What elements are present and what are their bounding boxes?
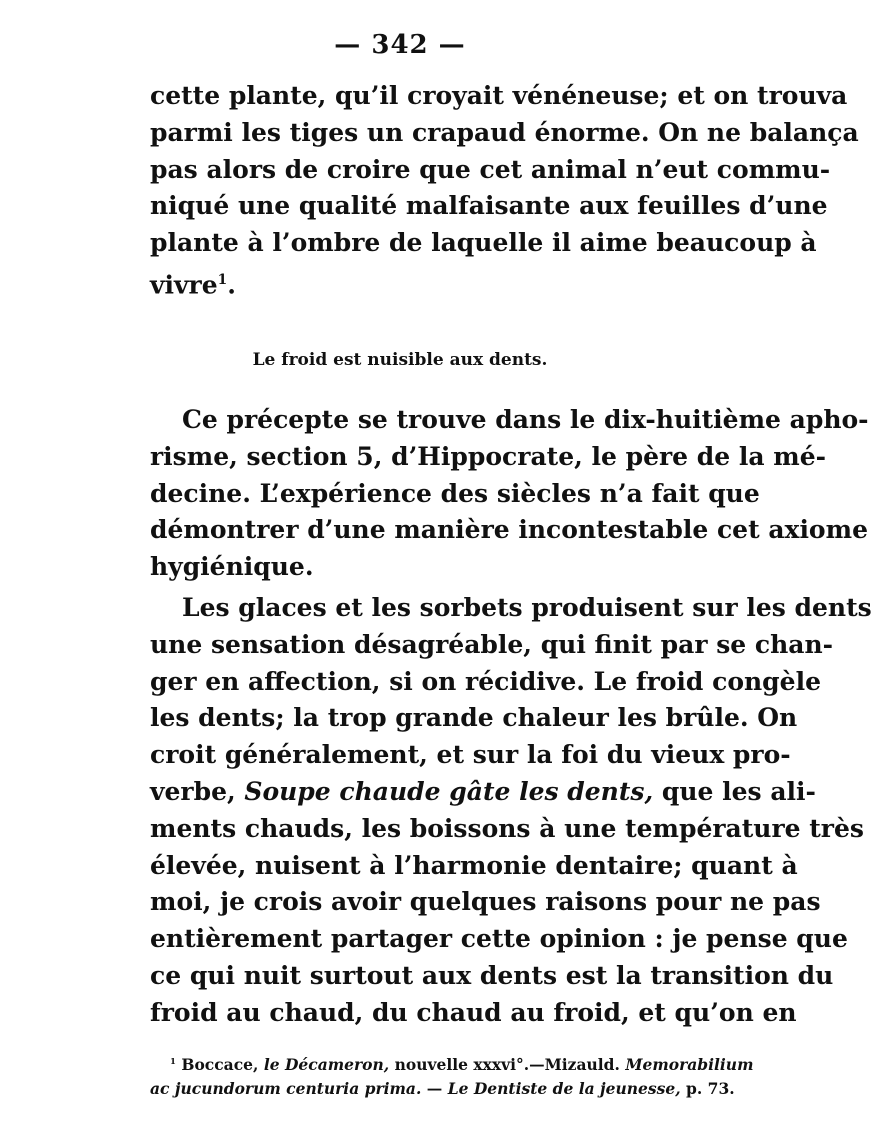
text-line: plante à l’ombre de laquelle il aime beaucoup à [150, 228, 817, 258]
footnote-author: Boccace, [181, 1055, 259, 1075]
text-line: decine. L’expérience des siècles n’a fait que [150, 478, 760, 508]
text-line: les dents; la trop grande chaleur les brûle. On [150, 703, 798, 733]
text-line: ce qui nuit surtout aux dents est la transition du [150, 960, 834, 990]
text-line: démontrer d’une manière incontestable cet axiome [150, 515, 868, 545]
text-line: risme, section 5, d’Hippocrate, le père de la mé- [150, 441, 827, 471]
text-line: ger en affection, si on récidive. Le froid congèle [150, 666, 821, 696]
text-line: pas alors de croire que cet animal n’eut commu- [150, 154, 831, 184]
footnote-reference: 1 [217, 271, 228, 288]
footnote-page: p. 73. [686, 1079, 735, 1099]
footnote-line [150, 1050, 760, 1077]
text-line: Les glaces et les sorbets produisent sur les dents [182, 593, 872, 622]
text-line: moi, je crois avoir quelques raisons pour ne pas [150, 887, 821, 917]
text-line: une sensation désagréable, qui finit par se chan- [150, 629, 834, 659]
text-line: élevée, nuisent à l’harmonie dentaire; quant à [150, 850, 798, 880]
paragraph-1 [150, 78, 859, 304]
text-fragment: . [227, 270, 236, 300]
text-line: entièrement partager cette opinion : je pense que [150, 924, 848, 954]
footnote-title: Memorabilium [625, 1055, 754, 1075]
footnote-separator: — [426, 1079, 443, 1099]
footnote-line [150, 1077, 760, 1101]
footnote [150, 1050, 760, 1101]
text-fragment: que les ali- [653, 776, 816, 806]
footnote-title: le Décameron, [263, 1055, 390, 1075]
text-line: ments chauds, les boissons à une température très [150, 813, 864, 843]
section-heading: Le froid est nuisible aux dents. [252, 350, 548, 370]
text-line: niqué une qualité malfaisante aux feuilles d’une [150, 191, 828, 221]
footnote-reference-text: nouvelle xxxvi°.—Mizauld. [394, 1055, 620, 1075]
text-line: Ce précepte se trouve dans le dix-huitième apho- [182, 405, 869, 434]
text-line [150, 774, 816, 811]
text-line [150, 262, 756, 304]
paragraph-2 [150, 402, 869, 586]
text-fragment: verbe, [150, 776, 245, 806]
footnote-number: 1 [170, 1057, 176, 1067]
text-fragment: vivre [150, 270, 218, 300]
text-line: froid au chaud, du chaud au froid, et qu’on en [150, 997, 797, 1027]
proverb-italic: Soupe chaude gâte les dents, [244, 776, 654, 806]
text-line: croit généralement, et sur la foi du vieux pro- [150, 740, 791, 770]
text-line: cette plante, qu’il croyait vénéneuse; et on trouva [150, 81, 848, 110]
text-line: hygiénique. [150, 552, 314, 582]
paragraph-3 [150, 590, 872, 1032]
footnote-title: ac jucundorum centuria prima. [150, 1079, 422, 1099]
text-line: parmi les tiges un crapaud énorme. On ne balança [150, 117, 859, 147]
footnote-title: Le Dentiste de la jeunesse, [447, 1079, 681, 1099]
page-number: — 342 — [334, 30, 466, 60]
